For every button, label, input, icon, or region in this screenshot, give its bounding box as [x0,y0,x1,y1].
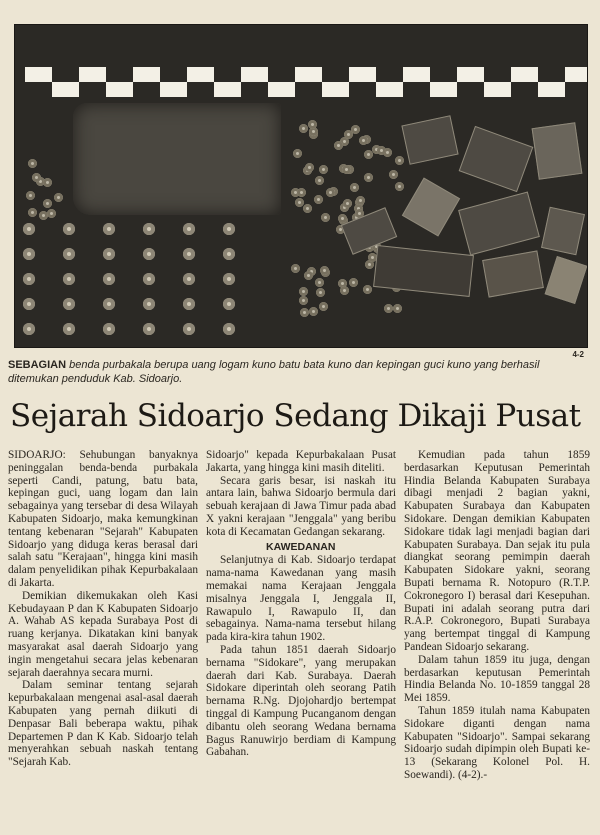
paragraph: Sidoarjo" kepada Kepurbakalaan Pusat Jakarta, yang hingga kini masih diteliti. [206,449,396,474]
coin [223,248,235,260]
bead [299,296,308,305]
bead [395,182,404,191]
paragraph: Demikian dikemukakan oleh Kasi Kebudayaan P dan K Kabupaten Sidoarjo A. Wahab AS kepada Surabaya Post di ruang kerjanya. Dikatakan kini banyak masyarakat asal daerah Sidoarjo yang ingin mengetahui secara jelas kebenaran sejarah daerahnya secara murni. [8,589,198,679]
bead [363,285,372,294]
coin [63,248,75,260]
bead [299,287,308,296]
coin [223,223,235,235]
photo-number: 4-2 [572,350,584,359]
coin [223,298,235,310]
bead [43,199,52,208]
coin [143,298,155,310]
coin [23,323,35,335]
pottery-shard [402,177,460,236]
bead [28,159,37,168]
bead [319,302,328,311]
caption-lead: SEBAGIAN [8,359,67,371]
article-headline: Sejarah Sidoarjo Sedang Dikaji Pusat [10,398,581,434]
paragraph: Tahun 1859 itulah nama Kabupaten Sidokare diganti dengan nama Kabupaten "Sidoarjo". Sampai sekarang Sidoarjo sudah dipimpin oleh Bupati ke-13 (Sekarang Kolonel Pol. H. Soewandi). (4-2).- [404,704,590,781]
coin [63,223,75,235]
bead [28,208,37,217]
paragraph: Dalam tahun 1859 itu juga, dengan berdasarkan keputusan Pemerintah Hindia Belanda No. 10-1859 tanggal 28 Mei 1859. [404,653,590,705]
coin [103,298,115,310]
bead [393,304,402,313]
bead [309,307,318,316]
bead [384,304,393,313]
pottery-shard [545,256,588,304]
bead [300,308,309,317]
bead [342,165,351,174]
bead [315,278,324,287]
bead [293,149,302,158]
paragraph: Selanjutnya di Kab. Sidoarjo terdapat nama-nama Kawedanan yang masih memakai nama Kerajaan Jenggala misalnya Jenggala I, Jenggala II, Rawapulo I, Rawapulo II, dan sebagainya. Nama-nama tersebut hilang pada kira-kira tahun 1902. [206,554,396,644]
paragraph: SIDOARJO: Sehubungan banyaknya peninggalan benda-benda purbakala seperti Candi, patung, batu bata, kepingan guci, uang logam dan lain sebagainya yang tersebar di desa Wilayah Kabupaten Sidoarjo, maka kemungkinan tentang kebenaran "Sejarah" Kabupaten Sidoarjo yang diduga keras berasal dari salah satu "Kerajaan", hingga kini masih dalam penyelidikan pihak Kepurbakalaan di Jakarta. [8,449,198,589]
coin [103,323,115,335]
bead [395,156,404,165]
bead [305,163,314,172]
photo-caption [8,358,588,386]
pottery-shard [541,207,585,256]
bead [389,170,398,179]
bead [303,204,312,213]
caption-text: benda purbakala berupa uang logam kuno batu bata kuno dan kepingan guci kuno yang berhasil ditemukan penduduk Kab. Sidoarjo. [8,359,540,385]
bead [304,271,313,280]
pottery-shard [459,126,534,192]
bead [297,188,306,197]
artifacts-photo [14,24,588,348]
coin [143,248,155,260]
bead [350,183,359,192]
bead [315,176,324,185]
paragraph: Kemudian pada tahun 1859 berdasarkan Keputusan Pemerintah Hindia Belanda Kabupaten Surabaya dibagi menjadi 2 bagian yakni, Kabupaten Surabaya dan Kabupaten Sidokare. Dengan demikian Kabupaten Sidokare tidak lagi menjadi bagian dari Kabupaten Surabaya. Dan sejak itu pula diangkat seorang pemimpin daerah Kabupaten Sidokare yakni, seorang Bupati bernama R. Notopuro (R.T.P. Cokronegoro I) berasal dari Kesepuhan. Bupati ini adalah seorang putra dari R.A.P. Cokronegoro, Bupati Surabaya yang bertempat tinggal di Kampung Pandean Sidoarjo sekarang. [404,449,590,653]
article-column-1 [8,449,198,769]
bead [291,264,300,273]
bead [377,146,386,155]
article-column-2 [206,449,396,759]
pottery-shard [458,191,540,255]
bead [314,195,323,204]
scale-ruler [25,67,587,97]
section-subhead: KAWEDANAN [266,540,336,553]
pottery-shard [401,115,458,165]
coin [143,223,155,235]
bead [319,165,328,174]
coin [23,223,35,235]
coin [23,298,35,310]
paragraph: Dalam seminar tentang sejarah kepurbakalaan mengenai asal-asal daerah Kabupaten yang pernah diikuti di Denpasar Bali beberapa waktu, pihak Departemen P dan K Kab. Sidoarjo telah menyerahkan sebuah naskah tentang "Sejarah Kab. [8,679,198,769]
paragraph: Pada tahun 1851 daerah Sidoarjo bernama "Sidokare", yang merupakan daerah dari Kab. Surabaya. Daerah Sidokare diperintah oleh seorang Patih bernama R.Ng. Djojohardjo bertempat tinggal di Kampung Pucanganom dengan dibantu oleh seorang Wedana bernama Bagus Ranuwirjo berdiam di Kampung Gabahan. [206,643,396,759]
coin [23,248,35,260]
coin [143,273,155,285]
coin [183,223,195,235]
coin [183,273,195,285]
coin [103,223,115,235]
bead [26,191,35,200]
coin [223,323,235,335]
bead [316,288,325,297]
coin [223,273,235,285]
bead [359,136,368,145]
coin [103,273,115,285]
bead [344,130,353,139]
article-column-3 [404,449,590,782]
bead [320,266,329,275]
bead [299,124,308,133]
bead [364,173,373,182]
coin [63,323,75,335]
bead [340,286,349,295]
coin [63,298,75,310]
bead [47,209,56,218]
pottery-shard [532,122,583,180]
paragraph: Secara garis besar, isi naskah itu antara lain, bahwa Sidoarjo bermula dari sebuah kerajaan di Jawa Timur pada abad X yakni kerajaan "Jenggala" yang beribu kota di Kecamatan Gedangan sekarang. [206,474,396,538]
brick-artifact [73,103,281,215]
coin [183,248,195,260]
coin [183,298,195,310]
coin [143,323,155,335]
pottery-shard [482,250,544,297]
bead [343,199,352,208]
coin [103,248,115,260]
bead [321,213,330,222]
bead [349,278,358,287]
bead [43,178,52,187]
coin [63,273,75,285]
bead [54,193,63,202]
coin [183,323,195,335]
bead [326,188,335,197]
pottery-shard [373,245,474,297]
coin [23,273,35,285]
bead [334,141,343,150]
